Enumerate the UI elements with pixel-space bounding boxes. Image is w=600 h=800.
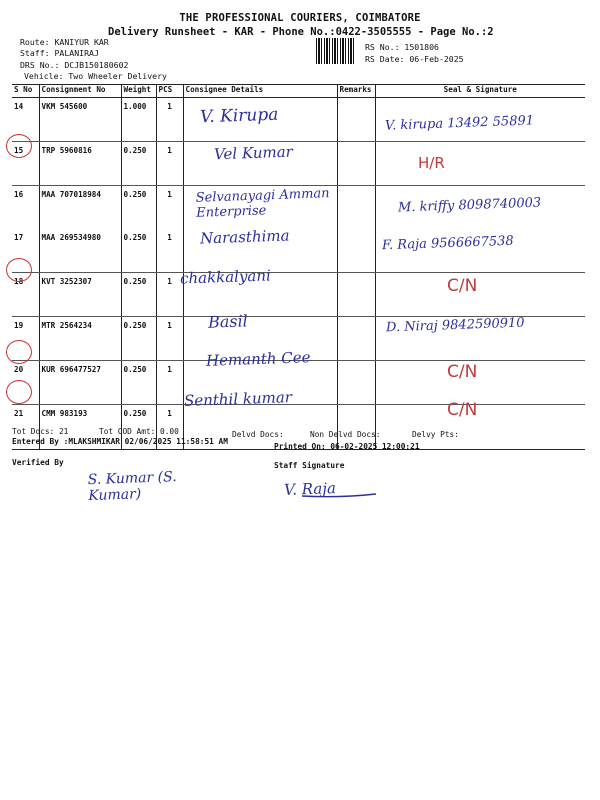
- row-pcs: 1: [156, 186, 183, 230]
- row-remarks: [337, 273, 375, 317]
- consignee-handwriting: Narasthima: [199, 226, 290, 248]
- table-header: [12, 85, 585, 98]
- row-consignment: VKM 545600: [39, 98, 121, 142]
- staff-signature: V. Raja: [283, 479, 337, 499]
- seal-signature: V. kirupa 13492 55891: [384, 113, 535, 134]
- row-consignment: MAA 269534980: [39, 229, 121, 273]
- rs-number: RS No.: 1501806: [365, 42, 439, 52]
- consignee-handwriting: Basil: [207, 311, 249, 332]
- table-row: [12, 273, 585, 317]
- staff-signature-label: Staff Signature: [274, 461, 345, 470]
- row-sno: 15: [12, 142, 39, 186]
- seal-stamp: C/N: [447, 400, 478, 420]
- printed-on: Printed On: 06-02-2025 12:00:21: [274, 442, 420, 451]
- row-sno: 17: [12, 229, 39, 273]
- delivered-docs: Delvd Docs:: [232, 430, 284, 439]
- runsheet-table: [12, 84, 585, 450]
- seal-stamp: C/N: [447, 362, 478, 382]
- total-cod: Tot COD Amt: 0.00: [99, 427, 179, 436]
- seal-stamp: C/N: [447, 276, 478, 296]
- seal-signature: F. Raja 9566667538: [381, 233, 514, 254]
- row-consignment: KUR 696477527: [39, 361, 121, 405]
- signature-underline: [300, 486, 380, 500]
- vehicle-label: Vehicle: Two Wheeler Delivery: [24, 71, 167, 81]
- consignee-handwriting: Vel Kumar: [213, 142, 294, 164]
- row-pcs: 1: [156, 273, 183, 317]
- row-seal: [375, 273, 585, 317]
- row-pcs: 1: [156, 229, 183, 273]
- row-remarks: [337, 361, 375, 405]
- row-seal: [375, 142, 585, 186]
- row-sno: 19: [12, 317, 39, 361]
- entered-by: Entered By :MLAKSHMIKAR 02/06/2025 11:58:51 AM: [12, 437, 228, 446]
- row-remarks: [337, 229, 375, 273]
- row-weight: 0.250: [121, 317, 156, 361]
- serial-circle-mark: [6, 380, 32, 404]
- seal-signature: M. kriffy 8098740003: [397, 195, 542, 216]
- company-name: THE PROFESSIONAL COURIERS, COIMBATORE: [179, 12, 421, 24]
- consignee-handwriting: chakkalyani: [179, 266, 272, 288]
- col-sno: S No: [12, 85, 39, 98]
- serial-circle-mark: [6, 258, 32, 282]
- row-weight: 0.250: [121, 361, 156, 405]
- row-weight: 0.250: [121, 405, 156, 450]
- row-seal: [375, 361, 585, 405]
- table-row: [12, 361, 585, 405]
- row-pcs: 1: [156, 361, 183, 405]
- col-consignee: Consignee Details: [183, 85, 337, 98]
- row-consignment: MAA 707018984: [39, 186, 121, 230]
- col-pcs: PCS: [156, 85, 183, 98]
- runsheet-title: Delivery Runsheet - KAR - Phone No.:0422-3505555 - Page No.:2: [108, 26, 494, 38]
- consignee-handwriting: Hemanth Cee: [205, 348, 311, 370]
- row-sno: 16: [12, 186, 39, 230]
- serial-circle-mark: [6, 340, 32, 364]
- consignee-handwriting: Senthil kumar: [183, 388, 293, 410]
- row-weight: 0.250: [121, 229, 156, 273]
- drs-number: DRS No.: DCJB150180602: [20, 60, 129, 70]
- consignee-handwriting: V. Kirupa: [199, 104, 279, 128]
- row-pcs: 1: [156, 317, 183, 361]
- row-weight: 0.250: [121, 273, 156, 317]
- row-remarks: [337, 317, 375, 361]
- col-seal: Seal & Signature: [375, 85, 585, 98]
- row-remarks: [337, 98, 375, 142]
- row-consignment: CMM 983193: [39, 405, 121, 450]
- non-delivered-docs: Non Delvd Docs:: [310, 430, 381, 439]
- staff-label: Staff: PALANIRAJ: [20, 48, 99, 58]
- row-weight: 0.250: [121, 186, 156, 230]
- row-consignment: TRP 5960816: [39, 142, 121, 186]
- row-pcs: 1: [156, 142, 183, 186]
- row-remarks: [337, 142, 375, 186]
- delivery-points: Delvy Pts:: [412, 430, 459, 439]
- rs-date: RS Date: 06-Feb-2025: [365, 54, 464, 64]
- verified-by-label: Verified By: [12, 458, 64, 467]
- row-sno: 21: [12, 405, 39, 450]
- row-sno: 18: [12, 273, 39, 317]
- verified-signature: S. Kumar (S. Kumar): [87, 468, 177, 505]
- row-pcs: 1: [156, 405, 183, 450]
- row-weight: 1.000: [121, 98, 156, 142]
- table-row: [12, 142, 585, 186]
- consignee-handwriting: Selvanayagi Amman Enterprise: [195, 186, 330, 221]
- col-remarks: Remarks: [337, 85, 375, 98]
- serial-circle-mark: [6, 134, 32, 158]
- seal-stamp: H/R: [418, 154, 445, 172]
- row-weight: 0.250: [121, 142, 156, 186]
- col-consignment: Consignment No: [39, 85, 121, 98]
- row-sno: 20: [12, 361, 39, 405]
- row-consignment: MTR 2564234: [39, 317, 121, 361]
- row-consignment: KVT 3252307: [39, 273, 121, 317]
- col-weight: Weight: [121, 85, 156, 98]
- row-sno: 14: [12, 98, 39, 142]
- total-docs: Tot Docs: 21: [12, 427, 69, 436]
- seal-signature: D. Niraj 9842590910: [385, 315, 525, 336]
- row-pcs: 1: [156, 98, 183, 142]
- barcode: [316, 38, 356, 64]
- route-label: Route: KANIYUR KAR: [20, 37, 109, 47]
